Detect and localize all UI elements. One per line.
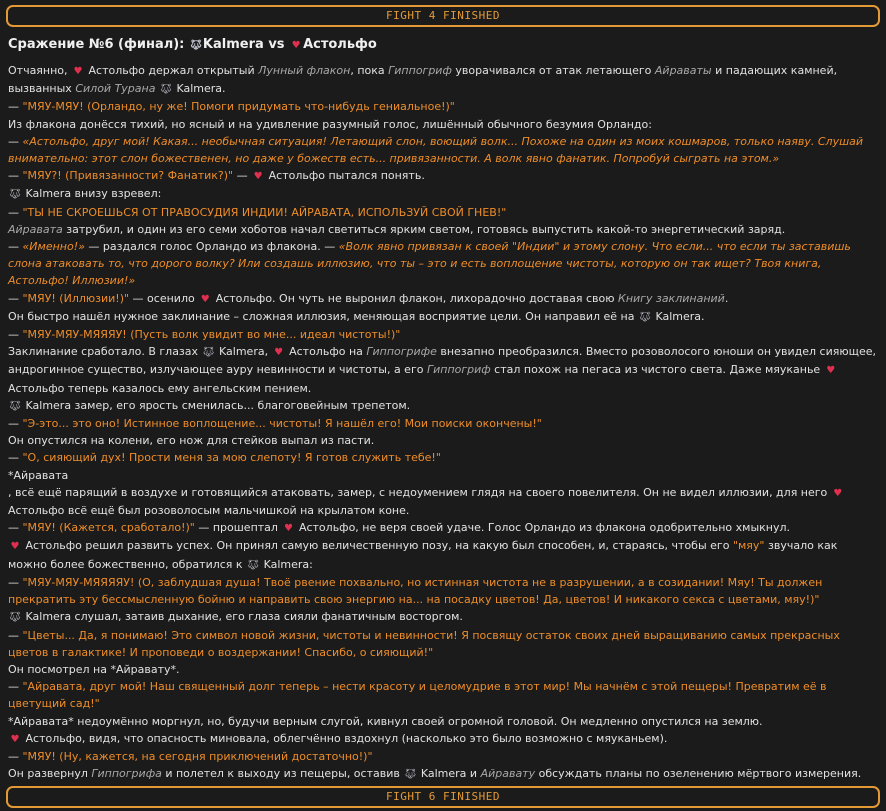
narration-text: — <box>8 240 23 254</box>
heart-icon: ♥ <box>283 523 293 535</box>
story-paragraph <box>8 449 878 466</box>
narration-text: Астольфо решил развить успех. Он принял самую величественную позу, на какую был способен, и, стараясь, чтобы его <box>22 539 733 553</box>
narration-text: — <box>8 680 23 694</box>
story-paragraph <box>8 167 878 185</box>
story-paragraph <box>8 185 878 203</box>
narration-text: — <box>8 328 23 342</box>
narration-text: *Айравата <box>8 468 69 482</box>
narration-text: — <box>8 205 23 219</box>
narration-text: Он опустился на колени, его нож для стейков выпал из пасти. <box>8 434 375 448</box>
narration-text: звучало как можно более божественно, обратился к <box>8 539 838 571</box>
narration-text: — <box>8 451 23 465</box>
narration-text: Он быстро нашёл нужное заклинание – сложная иллюзия, меняющая восприятие цели. Он направил её на <box>8 309 638 323</box>
narration-text: Kalmera внизу взревел: <box>22 187 162 201</box>
entity-name: Гиппогриф <box>388 64 452 77</box>
narration-text: — <box>8 417 23 431</box>
fight-finished-banner-top: FIGHT 4 FINISHED <box>6 5 880 27</box>
fight-title <box>8 36 878 55</box>
heart-icon: ♥ <box>291 40 301 51</box>
narration-text: обсуждать планы по озеленению мёртвого измерения. <box>535 767 862 781</box>
battle-story <box>8 62 878 783</box>
speech-text: "О, сияющий дух! Прости меня за мою слепоту! Я готов служить тебе!" <box>22 451 441 465</box>
story-paragraph <box>8 765 878 783</box>
narration-text: Kalmera и <box>417 767 481 781</box>
narration-text: *Айравата* недоумённо моргнул, но, будучи верным слугой, кивнул своей огромной головой. Он медленно опустился на землю. <box>8 714 763 728</box>
wolf-icon: 🐺︎ <box>8 400 22 412</box>
story-paragraph <box>8 748 878 765</box>
wolf-icon: 🐺︎ <box>638 311 652 323</box>
wolf-icon: 🐺︎ <box>189 40 203 51</box>
speech-text: "МЯУ! (Иллюзии!)" <box>22 291 130 305</box>
story-paragraph <box>8 62 878 98</box>
entity-name: Силой Турана <box>75 82 156 96</box>
narration-text: Астольфо всё ещё был розоволосым мальчишкой на крылатом коне. <box>8 504 410 518</box>
speech-text: "Цветы... Да, я понимаю! Это символ новой жизни, чистоты и невинности! Я посвящу остаток своих дней выращиванию самых прекрасных цветов в галактике! И проповеди о воздержании! Спасибо, о сияющий!" <box>8 628 840 659</box>
story-paragraph <box>8 467 878 484</box>
heart-icon: ♥ <box>826 365 836 377</box>
narration-text: Отчаянно, <box>8 64 72 77</box>
heart-icon: ♥ <box>10 541 20 553</box>
orlando-speech-text: «Волк явно привязан к своей "Индии" и этому слону. Что если... что если ты заставишь слона атаковать то, что дорого волку? Или создашь иллюзию, что ты – это и есть воплощение чистоты, которую он так ищет? Твоя книга, Астольфо! Иллюзии!» <box>8 240 851 288</box>
story-paragraph <box>8 397 878 415</box>
narration-text: — <box>8 134 23 148</box>
narration-text: — <box>8 628 23 642</box>
wolf-icon: 🐺︎ <box>8 612 22 624</box>
narration-text: — <box>8 749 23 763</box>
narration-text: , всё ещё парящий в воздухе и готовящийся атаковать, замер, с недоумением глядя на своего повелителя. Он не видел иллюзии, для него <box>8 485 831 499</box>
entity-name: Айравату <box>480 767 536 781</box>
story-paragraph <box>8 730 878 748</box>
narration-text: Kalmera: <box>260 557 313 571</box>
fighter-b-name: Астольфо <box>303 37 377 52</box>
story-paragraph <box>8 519 878 537</box>
narration-text: Астольфо держал открытый <box>85 64 259 77</box>
speech-text: "мяу" <box>732 539 765 553</box>
entity-name: Книгу заклинаний <box>618 291 725 305</box>
narration-text: уворачивался от атак летающего <box>451 64 655 77</box>
entity-name: Гиппогрифа <box>91 767 162 781</box>
speech-text: "Айравата, друг мой! Наш священный долг теперь – нести красоту и целомудрие в этот мир! Мы начнём с этой пещеры! Превратим её в цветущий сад!" <box>8 680 827 711</box>
narration-text: — <box>8 169 23 183</box>
narration-text: стал похож на пегаса из чистого света. Даже мяуканье <box>490 363 824 377</box>
narration-text: Он развернул <box>8 767 92 781</box>
wolf-icon: 🐺︎ <box>202 347 215 359</box>
narration-text: и падающих камней, вызванных <box>8 64 838 96</box>
heart-icon: ♥ <box>73 66 83 77</box>
speech-text: "МЯУ-МЯУ-МЯЯЯУ! (Пусть волк увидит во мне... идеал чистоты!)" <box>22 328 401 342</box>
narration-text: Астольфо теперь казалось ему ангельским пением. <box>8 381 312 395</box>
story-paragraph <box>8 238 878 290</box>
fighter-a-name: Kalmera <box>202 37 264 52</box>
orlando-speech-text: «Астольфо, друг мой! Какая... необычная ситуация! Летающий слон, воющий волк... Похоже на один из моих кошмаров, только наяву. Слушай внимательно: этот слон божественен, но даже у божеств есть... привязанности. А волк явно фанатик. Попробуй сыграть на этом.» <box>8 134 864 166</box>
narration-text: — <box>8 521 23 535</box>
narration-text: Астольфо пытался понять. <box>265 169 425 183</box>
narration-text: — <box>8 100 23 114</box>
narration-text: Kalmera, <box>215 345 272 359</box>
narration-text: Астольфо, не веря своей удаче. Голос Орландо из флакона одобрительно хмыкнул. <box>295 521 791 535</box>
fight-title-prefix: Сражение №6 (финал): <box>8 37 185 52</box>
narration-text: Из флакона донёсся тихий, но ясный и на удивление разумный голос, лишённый обычного безумия Орландо: <box>8 117 652 131</box>
story-paragraph <box>8 608 878 626</box>
narration-text: и полетел к выходу из пещеры, оставив <box>161 767 404 781</box>
narration-text: Kalmera. <box>651 309 705 323</box>
narration-text: Kalmera слушал, затаив дыхание, его глаза сияли фанатичным восторгом. <box>22 610 463 624</box>
speech-text: "МЯУ! (Ну, кажется, на сегодня приключений достаточно!)" <box>22 749 373 763</box>
vs-label: vs <box>268 37 285 52</box>
narration-text: — <box>8 291 23 305</box>
story-paragraph <box>8 204 878 221</box>
narration-text: Астольфо, видя, что опасность миновала, облегчённо вздохнул (насколько это было возможно с мяуканьем). <box>22 731 668 745</box>
narration-text: — <box>233 169 252 183</box>
heart-icon: ♥ <box>253 171 263 183</box>
speech-text: "МЯУ-МЯУ-МЯЯЯЯУ! (О, заблудшая душа! Твоё рвение похвально, но истинная чистота не в разрушении, а в созидании! Мяу! Ты должен прекратить эту бессмысленную бойню и направить свою энергию на... на посадку цветов! Да, цветов! И никакого секса с цветами, мяу!)" <box>8 575 823 607</box>
story-paragraph <box>8 290 878 308</box>
narration-text: , пока <box>350 64 389 77</box>
entity-name: Айравата <box>8 222 63 236</box>
heart-icon: ♥ <box>274 347 284 359</box>
heart-icon: ♥ <box>10 733 20 745</box>
entity-name: Лунный флакон <box>258 64 351 77</box>
narration-text: — раздался голос Орландо из флакона. — <box>84 240 339 254</box>
entity-name: Гиппогриф <box>426 363 491 377</box>
story-paragraph <box>8 116 878 133</box>
story-paragraph <box>8 432 878 449</box>
story-paragraph <box>8 537 878 573</box>
entity-name: Гиппогрифе <box>366 345 437 359</box>
story-paragraph <box>8 308 878 326</box>
narration-text: Заклинание сработало. В глазах <box>8 345 202 359</box>
story-paragraph <box>8 713 878 730</box>
narration-text: Астольфо. Он чуть не выронил флакон, лихорадочно доставая свою <box>212 291 619 305</box>
orlando-speech-text: «Именно!» <box>22 240 85 254</box>
narration-text: затрубил, и один из его семи хоботов начал светиться ярким светом, готовясь выпустить какой-то энергетический заряд. <box>62 222 786 236</box>
story-paragraph <box>8 574 878 608</box>
narration-text: — <box>8 575 23 589</box>
speech-text: "Э-это... это оно! Истинное воплощение... чистоты! Я нашёл его! Мои поиски окончены!" <box>22 417 542 431</box>
story-paragraph <box>8 484 878 519</box>
narration-text: внезапно преобразился. Вместо розоволосого юноши он увидел сияющее, андрогинное существо, излучающее ауру невинности и чистоты, а его <box>8 345 877 377</box>
story-paragraph <box>8 661 878 678</box>
story-paragraph <box>8 221 878 238</box>
wolf-icon: 🐺︎ <box>8 189 22 201</box>
narration-text: Астольфо на <box>285 345 367 359</box>
speech-text: "МЯУ?! (Привязанности? Фанатик?)" <box>22 169 234 183</box>
wolf-icon: 🐺︎ <box>246 559 260 571</box>
entity-name: Айраваты <box>654 64 712 77</box>
story-paragraph <box>8 326 878 343</box>
speech-text: "МЯУ! (Кажется, сработало!)" <box>22 521 195 535</box>
narration-text: — прошептал <box>194 521 282 535</box>
wolf-icon: 🐺︎ <box>404 769 417 781</box>
story-paragraph <box>8 98 878 115</box>
heart-icon: ♥ <box>833 487 843 499</box>
narration-text: Он посмотрел на *Айравату*. <box>8 662 180 676</box>
narration-text: Kalmera. <box>172 82 226 96</box>
wolf-icon: 🐺︎ <box>159 84 173 96</box>
narration-text: Kalmera замер, его ярость сменилась... благоговейным трепетом. <box>22 398 411 412</box>
narration-text: — осенило <box>129 291 199 305</box>
story-paragraph <box>8 343 878 397</box>
story-paragraph <box>8 678 878 712</box>
story-paragraph <box>8 133 878 167</box>
story-paragraph <box>8 415 878 432</box>
fight-finished-banner-bottom: FIGHT 6 FINISHED <box>6 786 880 808</box>
speech-text: "ТЫ НЕ СКРОЕШЬСЯ ОТ ПРАВОСУДИЯ ИНДИИ! АЙРАВАТА, ИСПОЛЬЗУЙ СВОЙ ГНЕВ!" <box>22 205 507 219</box>
narration-text: . <box>724 291 729 305</box>
story-paragraph <box>8 627 878 661</box>
speech-text: "МЯУ-МЯУ! (Орландо, ну же! Помоги придумать что-нибудь гениальное!)" <box>22 100 455 114</box>
heart-icon: ♥ <box>200 293 210 305</box>
